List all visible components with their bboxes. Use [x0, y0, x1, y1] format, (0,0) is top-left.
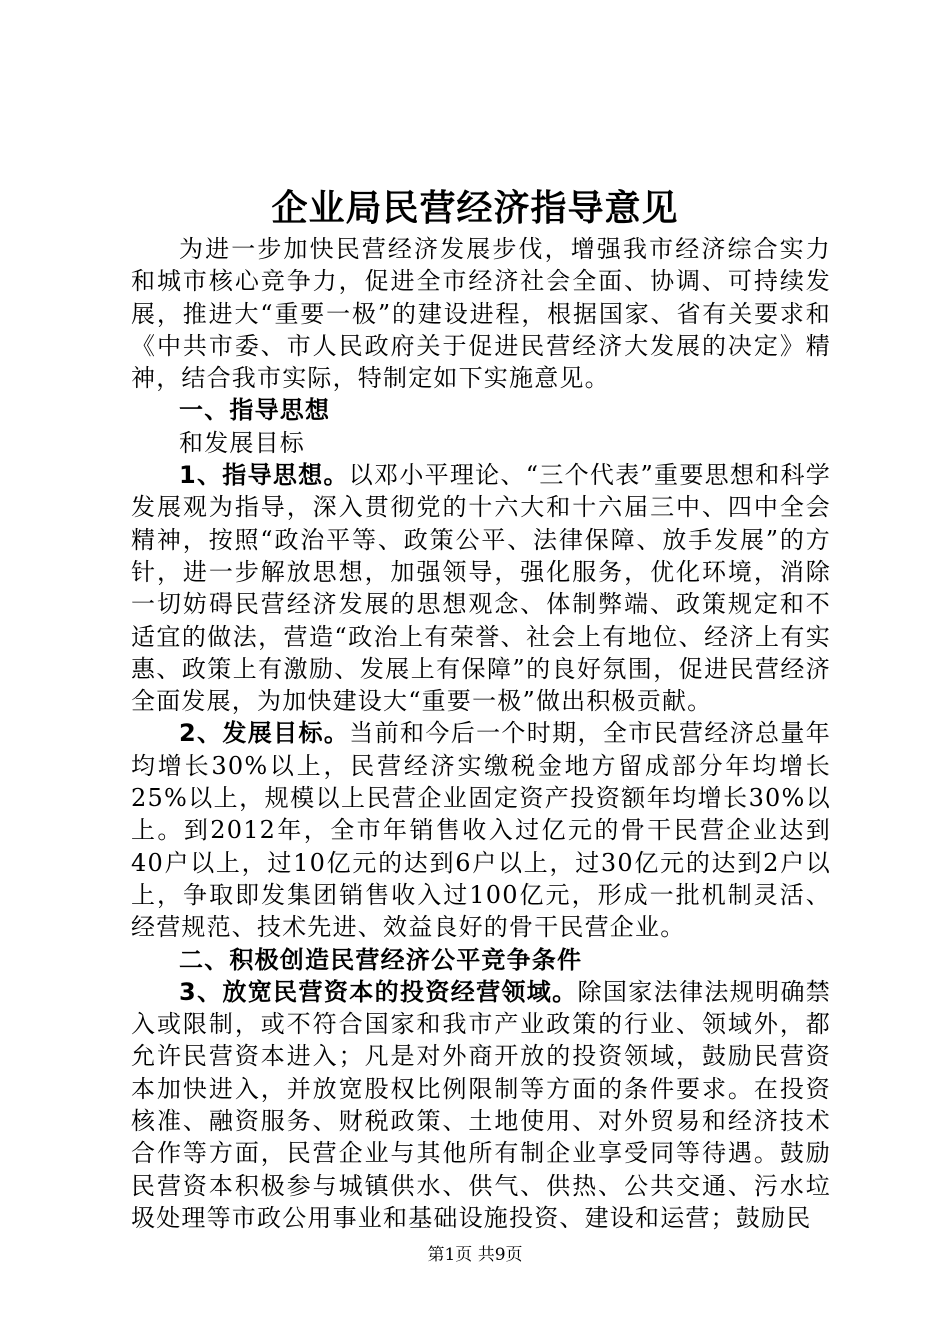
item-3-paragraph: [131, 976, 831, 1234]
item-2-paragraph: [131, 717, 831, 943]
section-heading-1: 一、指导思想: [179, 396, 331, 425]
item-2-text: 当前和今后一个时期，全市民营经济总量年均增长30%以上，民营经济实缴税金地方留成部分年均增长25%以上，规模以上民营企业固定资产投资额年均增长30%以上。到2012年，全市年销售收入过亿元的骨干民营企业达到40户以上，过10亿元的达到6户以上，过30亿元的达到2户以上，争取即发集团销售收入过100亿元，形成一批机制灵活、经营规范、技术先进、效益良好的骨干民营企业。: [131, 719, 831, 942]
section-heading-1-continuation: 和发展目标: [179, 428, 305, 457]
item-3-text: 除国家法律法规明确禁入或限制，或不符合国家和我市产业政策的行业、领域外，都允许民营资本进入；凡是对外商开放的投资领域，鼓励民营资本加快进入，并放宽股权比例限制等方面的条件要求。在投资核准、融资服务、财税政策、土地使用、对外贸易和经济技术合作等方面，民营企业与其他所有制企业享受同等待遇。鼓励民营资本积极参与城镇供水、供气、供热、公共交通、污水垃圾处理等市政公用事业和基础设施投资、建设和运营；鼓励民: [131, 977, 832, 1232]
item-2-lead: 2、发展目标。: [179, 719, 350, 748]
item-1-paragraph: [131, 459, 831, 717]
page-footer: 第1页 共9页: [427, 1245, 523, 1265]
item-3-lead: 3、放宽民营资本的投资经营领域。: [179, 977, 578, 1006]
intro-paragraph: 为进一步加快民营经济发展步伐，增强我市经济综合实力和城市核心竞争力，促进全市经济社会全面、协调、可持续发展，推进大“重要一极”的建设进程，根据国家、省有关要求和《中共市委、市人民政府关于促进民营经济大发展的决定》精神，结合我市实际，特制定如下实施意见。: [131, 235, 831, 393]
item-1-text: 以邓小平理论、“三个代表”重要思想和科学发展观为指导，深入贯彻党的十六大和十六届三中、四中全会精神，按照“政治平等、政策公平、法律保障、放手发展”的方针，进一步解放思想，加强领导，强化服务，优化环境，消除一切妨碍民营经济发展的思想观念、体制弊端、政策规定和不适宜的做法，营造“政治上有荣誉、社会上有地位、经济上有实惠、政策上有激励、发展上有保障”的良好氛围，促进民营经济全面发展，为加快建设大“重要一极”做出积极贡献。: [131, 461, 831, 716]
document-body: [131, 233, 831, 1234]
section-heading-2: 二、积极创造民营经济公平竞争条件: [179, 945, 583, 974]
document-title: 企业局民营经济指导意见: [271, 187, 679, 229]
item-1-lead: 1、指导思想。: [179, 461, 349, 490]
